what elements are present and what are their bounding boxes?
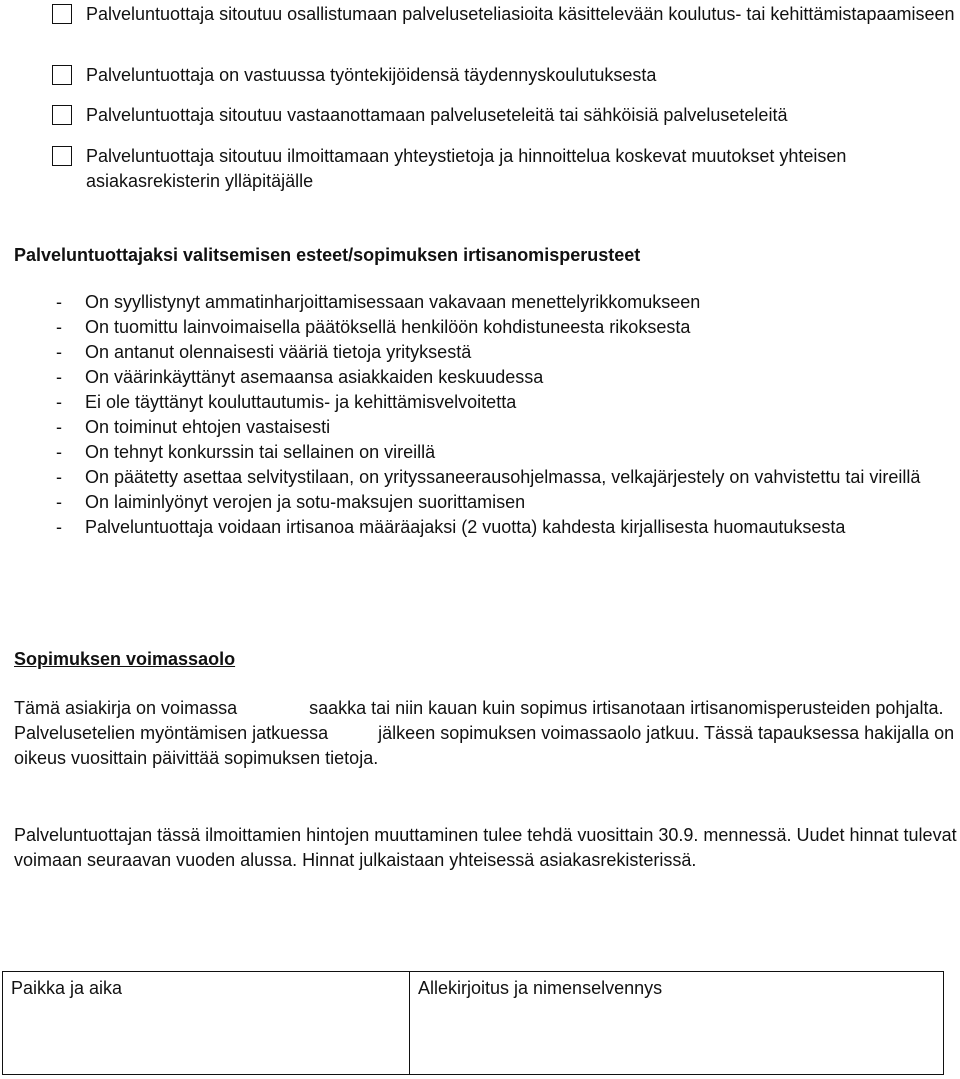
validity-paragraph: [14, 696, 959, 771]
list-item-text: Ei ole täyttänyt kouluttautumis- ja kehittämisvelvoitetta: [85, 392, 517, 412]
list-item: [14, 365, 944, 390]
list-item: [14, 415, 944, 440]
signature-table: [2, 971, 944, 1075]
list-item: [14, 490, 944, 515]
list-dash: -: [56, 467, 62, 487]
validity-heading: Sopimuksen voimassaolo: [14, 649, 236, 669]
list-item-text: On laiminlyönyt verojen ja sotu-maksujen suorittamisen: [85, 492, 526, 512]
checkbox[interactable]: [52, 65, 72, 85]
place-date-label: Paikka ja aika: [11, 978, 123, 998]
list-item-text: On antanut olennaisesti vääriä tietoja yrityksestä: [85, 342, 472, 362]
validity-text-part: jälkeen sopimuksen voimassaolo jatkuu. Tässä tapauksessa hakijalla on oikeus vuosittain päivittää sopimuksen tietoja.: [14, 723, 955, 768]
list-item-text: On väärinkäyttänyt asemaansa asiakkaiden keskuudessa: [85, 367, 544, 387]
list-item: [14, 340, 944, 365]
list-item: [14, 440, 944, 465]
list-dash: -: [56, 342, 62, 362]
list-item-text: On syyllistynyt ammatinharjoittamisessaan vakavaan menettelyrikkomukseen: [85, 292, 701, 312]
list-dash: -: [56, 417, 62, 437]
checkbox[interactable]: [52, 105, 72, 125]
list-dash: -: [56, 517, 62, 537]
list-dash: -: [56, 292, 62, 312]
checklist-item-text: Palveluntuottaja sitoutuu vastaanottamaan palveluseteleitä tai sähköisiä palveluseteleitä: [86, 105, 788, 125]
checkbox[interactable]: [52, 146, 72, 166]
list-item-text: Palveluntuottaja voidaan irtisanoa määräajaksi (2 vuotta) kahdesta kirjallisesta huomautuksesta: [85, 517, 846, 537]
signature-label: Allekirjoitus ja nimenselvennys: [418, 978, 663, 998]
list-item: [14, 390, 944, 415]
list-item-text: On tuomittu lainvoimaisella päätöksellä henkilöön kohdistuneesta rikoksesta: [85, 317, 691, 337]
validity-text-part: saakka tai niin kauan kuin sopimus irtisanotaan irtisanomisperusteiden pohjalta. Palvelusetelien myöntämisen jatkuessa: [14, 698, 944, 743]
place-date-cell[interactable]: [3, 972, 410, 1075]
list-dash: -: [56, 392, 62, 412]
list-dash: -: [56, 367, 62, 387]
list-item: [14, 315, 944, 340]
list-dash: -: [56, 317, 62, 337]
termination-heading: Palveluntuottajaksi valitsemisen esteet/sopimuksen irtisanomisperusteet: [14, 245, 641, 265]
list-dash: -: [56, 442, 62, 462]
list-item-text: On toiminut ehtojen vastaisesti: [85, 417, 331, 437]
checklist-item-text: Palveluntuottaja sitoutuu osallistumaan palveluseteliasioita käsittelevään koulutus- tai kehittämistapaamiseen: [86, 4, 955, 24]
checklist-item-text: Palveluntuottaja on vastuussa työntekijöidensä täydennyskoulutuksesta: [86, 65, 657, 85]
list-item: [14, 465, 944, 490]
list-dash: -: [56, 492, 62, 512]
list-item: [14, 515, 944, 540]
checklist-item-text: Palveluntuottaja sitoutuu ilmoittamaan yhteystietoja ja hinnoittelua koskevat muutokset yhteisen asiakasrekisterin ylläpitäjälle: [86, 146, 847, 191]
list-item: [14, 290, 944, 315]
list-item-text: On tehnyt konkurssin tai sellainen on vireillä: [85, 442, 436, 462]
pricing-paragraph: Palveluntuottajan tässä ilmoittamien hintojen muuttaminen tulee tehdä vuosittain 30.9. mennessä. Uudet hinnat tulevat voimaan seuraavan vuoden alussa. Hinnat julkaistaan yhteisessä asiakasrekisterissä.: [14, 825, 957, 870]
list-item-text: On päätetty asettaa selvitystilaan, on yrityssaneerausohjelmassa, velkajärjestely on vahvistettu tai vireillä: [85, 467, 921, 487]
checkbox[interactable]: [52, 4, 72, 24]
signature-cell[interactable]: [410, 972, 944, 1075]
termination-list: [14, 290, 944, 540]
validity-text-part: Tämä asiakirja on voimassa: [14, 698, 238, 718]
